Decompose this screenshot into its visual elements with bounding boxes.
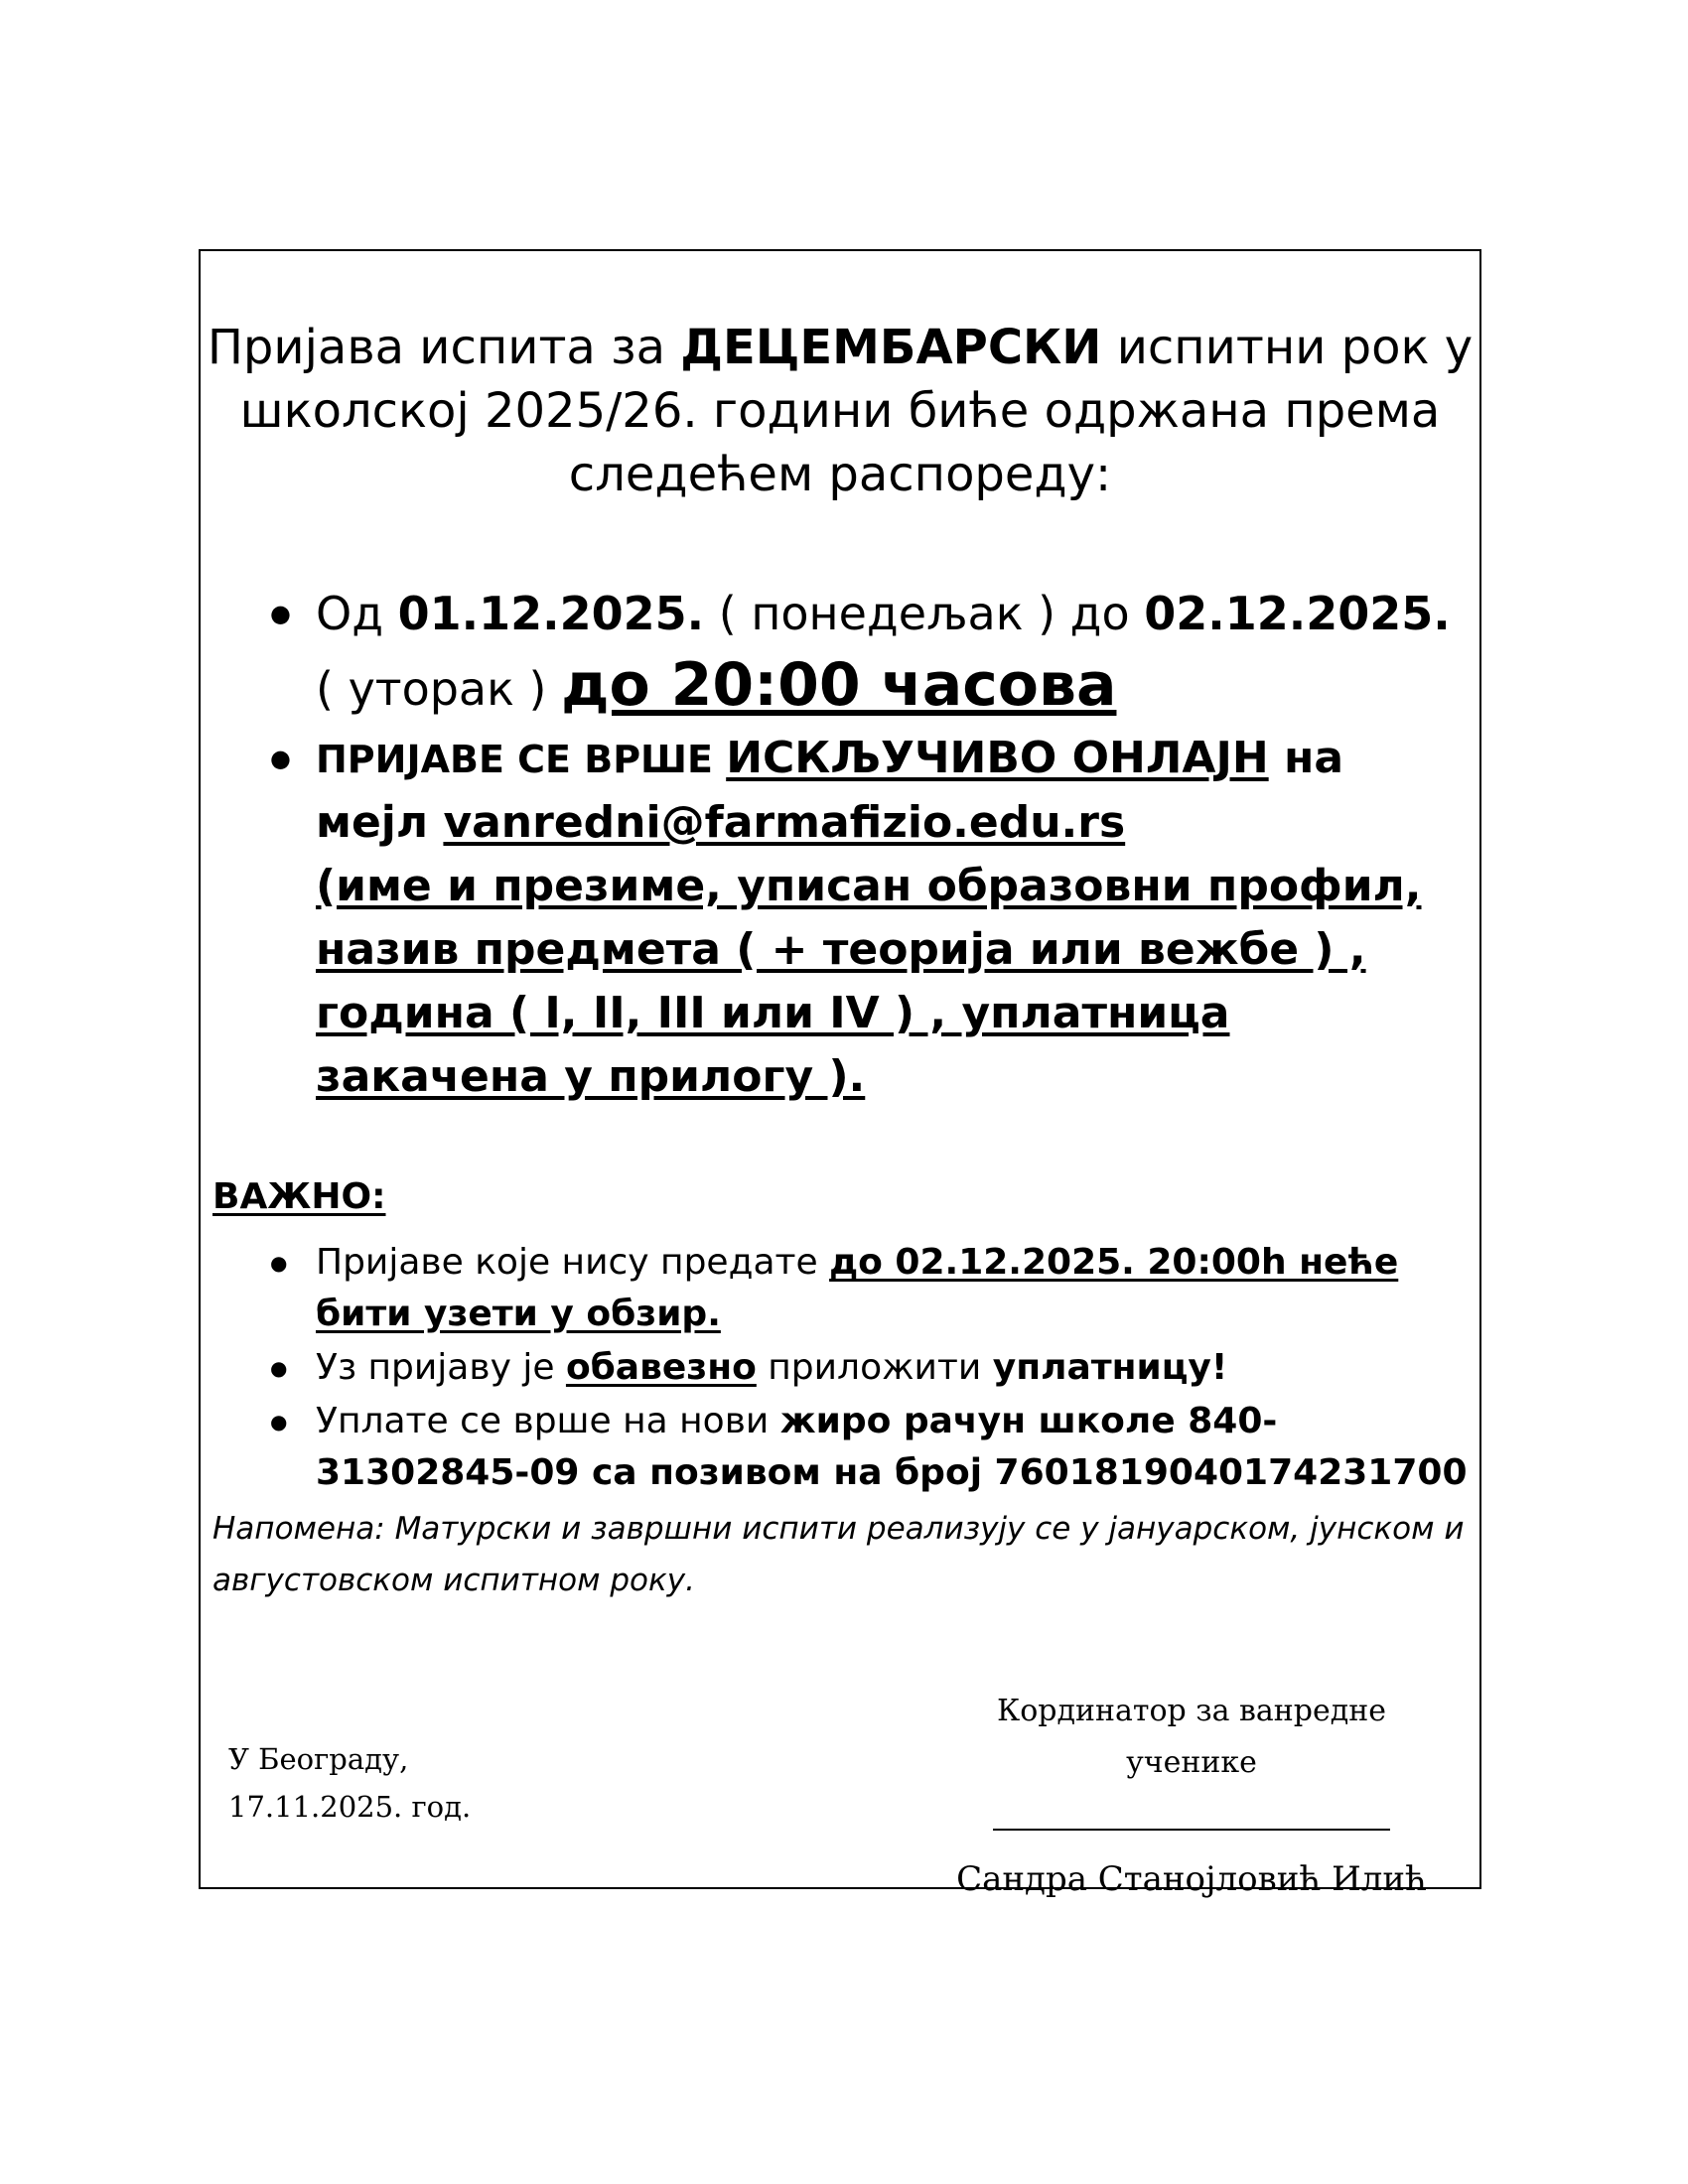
coordinator-block	[933, 1686, 1450, 1905]
coordinator-title: Кординатор за ванредне ученике	[997, 1694, 1386, 1780]
important-item3-bold: жиро рачун школе 840-31302845-09 са позивом на број 7601819040174231700	[316, 1401, 1468, 1493]
schedule-item-dates	[316, 578, 1468, 725]
od-text: Од	[316, 587, 398, 640]
day-to: ( уторак )	[316, 662, 562, 716]
coordinator-name: Сандра Станојловић Илић	[956, 1859, 1427, 1899]
day-from: ( понедељак ) до	[704, 587, 1145, 640]
online-details: (име и презиме, уписан образовни профил, назив предмета ( + теорија или вежбе ) , година ( I, II, III или IV ) , уплатница закачена у прилогу ).	[316, 861, 1422, 1102]
online-mid: на мејл	[316, 733, 1344, 848]
place-date-block	[228, 1735, 471, 1831]
important-item2-mid: приложити	[756, 1347, 993, 1388]
important-item-account	[316, 1396, 1468, 1499]
important-item2-underlined: обавезно	[565, 1347, 757, 1388]
important-item-deadline	[316, 1237, 1468, 1340]
important-item1-bold: до 02.12.2025. 20:00h неће бити узети у обзир.	[316, 1242, 1399, 1334]
intro-pre: Пријава испита за	[207, 320, 681, 375]
important-item1-pre: Пријаве које нису предате	[316, 1242, 830, 1283]
place-text: У Београду,	[228, 1742, 409, 1776]
date-to: 02.12.2025.	[1144, 587, 1451, 640]
online-highlight: ИСКЉУЧИВО ОНЛАЈН	[726, 733, 1269, 783]
important-item-payment-slip	[316, 1342, 1468, 1394]
email-link[interactable]: vanredni@farmafizio.edu.rs	[443, 797, 1126, 848]
important-item2-pre: Уз пријаву је	[316, 1347, 566, 1388]
intro-post: испитни рок у школској 2025/26. години биће одржана према следећем распореду:	[239, 320, 1474, 502]
schedule-list	[316, 578, 1468, 1109]
note-text: Напомена: Матурски и завршни испити реализују се у јануарском, јунском и августовском испитном року.	[212, 1511, 1465, 1598]
important-item2-bold: уплатницу!	[992, 1347, 1228, 1388]
important-list	[316, 1237, 1468, 1501]
signature-line	[993, 1789, 1390, 1831]
important-heading: ВАЖНО:	[212, 1176, 386, 1217]
deadline-text: до 20:00 часова	[561, 650, 1117, 720]
date-text: 17.11.2025. год.	[228, 1790, 472, 1824]
intro-paragraph	[199, 316, 1481, 506]
online-pre: ПРИЈАВЕ СЕ ВРШЕ	[316, 738, 727, 781]
schedule-item-online	[316, 727, 1468, 1109]
date-from: 01.12.2025.	[397, 587, 705, 640]
intro-highlight: ДЕЦЕМБАРСКИ	[680, 320, 1102, 375]
important-item3-pre: Уплате се врше на нови	[316, 1401, 780, 1441]
